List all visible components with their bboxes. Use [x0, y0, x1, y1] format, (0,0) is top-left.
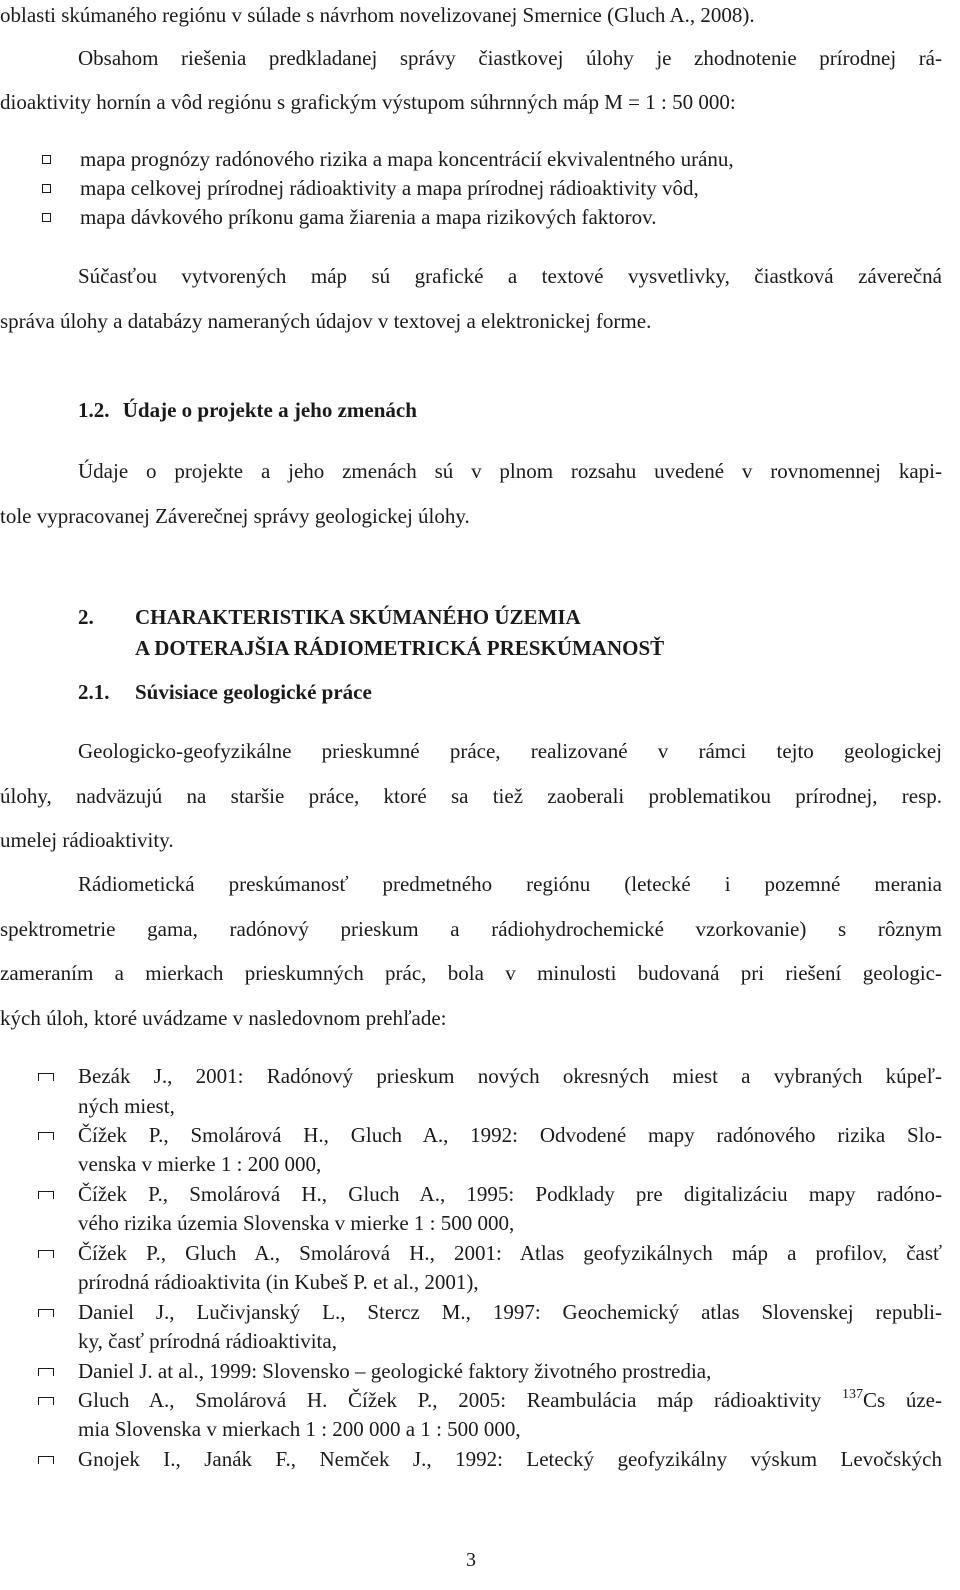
flag-bullet-icon	[38, 1132, 54, 1140]
para1-line-1: Geologicko-geofyzikálne prieskumné práce, realizované v rámci tejto geologickej	[78, 739, 942, 763]
chapter-2-title-line-1: CHARAKTERISTIKA SKÚMANÉHO ÚZEMIA	[135, 605, 581, 629]
para2-line-1: Rádiometická preskúmanosť predmetného regiónu (letecké i pozemné merania	[78, 872, 942, 896]
outputs-line-2: správa úlohy a databázy nameraných údajov v textovej a elektronickej forme.	[0, 309, 652, 333]
para2-line-3: zameraním a mierkach prieskumných prác, bola v minulosti budovaná pri riešení geologic-	[0, 961, 942, 985]
checkbox-bullet-icon	[42, 213, 51, 222]
section-title: Údaje o projekte a jeho zmenách	[122, 398, 417, 422]
list-item: mapa dávkového príkonu gama žiarenia a mapa rizikových faktorov.	[42, 204, 657, 230]
page-number: 3	[466, 1549, 476, 1571]
flag-bullet-icon	[38, 1368, 54, 1376]
flag-bullet-icon	[38, 1397, 54, 1405]
document-page: oblasti skúmaného regiónu v súlade s návrhom novelizovanej Smernice (Gluch A., 2008). Obsahom riešenia predkladanej správy čiastkovej úlohy je zhodnotenie prírodnej rá- dioaktivity hornín a vôd regiónu s grafickým výstupom súhrnných máp M = 1 : 50 000: mapa prognózy radónového rizika a mapa koncentrácií ekvivalentného uránu, mapa celkovej prírodnej rádioaktivity a mapa prírodnej rádioaktivity vôd, mapa dávkového príkonu gama žiarenia a mapa rizikových faktorov. Súčasťou vytvorených máp sú grafické a textové vysvetlivky, čiastková záverečná správa úlohy a databázy nameraných údajov v textovej a elektronickej forme. 1.2. Údaje o projekte a jeho zmenách Údaje o projekte a jeho zmenách sú v plnom rozsahu uvedené v rovnomennej kapi- tole vypracovanej Záverečnej správy geologickej úlohy. 2. CHARAKTERISTIKA SKÚMANÉHO ÚZEMIA A DOTERAJŠIA RÁDIOMETRICKÁ PRESKÚMANOSŤ 2.1. Súvisiace geologické práce Geologicko-geofyzikálne prieskumné práce, realizované v rámci tejto geologickej úlohy, nadväzujú na staršie práce, ktoré sa tiež zaoberali problematikou prírodnej, resp. umelej rádioaktivity. Rádiometická preskúmanosť predmetného regiónu (letecké i pozemné merania spektrometrie gama, radónový prieskum a rádiohydrochemické vzorkovanie) s rôznym zameraním a mierkach prieskumných prác, bola v minulosti budovaná pri riešení geologic- kých úloh, ktoré uvádzame v nasledovnom prehľade: Bezák J., 2001: Radónový prieskum nových okresných miest a vybraných kúpeľ- ných miest, Čížek P., Smolárová H., Gluch A., 1992: Odvodené mapy radónového rizika Slo- venska v mierke 1 : 200 000, Čížek P., Smolárová H., Gluch A., 1995: Podklady pre digitalizáciu mapy radóno- vého rizika územia Slovenska v mierke 1 : 500 000, Čížek P., Gluch A., Smolárová H., 2001: Atlas geofyzikálnych máp a profilov, časť prírodná rádioaktivita (in Kubeš P. et al., 2001), Daniel J., Lučivjanský L., Stercz M., 1997: Geochemický atlas Slovenskej republi- ky, časť prírodná rádioaktivita, Daniel J. at al., 1999: Slovensko – geologické faktory životného prostredia, Gluch A., Smolárová H. Čížek P., 2005: Reambulácia máp rádioaktivity $^{137}$Cs úze- mia Slovenska v mierkach 1 : 200 000 a 1 : 500 000, Gnojek I., Janák F., Nemček J., 1992: Letecký geofyzikálny výskum Levočských 3	[0, 3, 942, 1571]
list-item: mapa prognózy radónového rizika a mapa koncentrácií ekvivalentného uránu,	[42, 146, 734, 172]
para2-line-4: kých úloh, ktoré uvádzame v nasledovnom prehľade:	[0, 1006, 447, 1030]
flag-bullet-icon	[38, 1250, 54, 1258]
para1-line-2: úlohy, nadväzujú na staršie práce, ktoré sa tiež zaoberali problematikou prírodnej, resp.	[0, 784, 942, 808]
flag-bullet-icon	[38, 1073, 54, 1081]
section-1-2-line-1: Údaje o projekte a jeho zmenách sú v plnom rozsahu uvedené v rovnomennej kapi-	[78, 459, 942, 483]
section-number: 1.2.	[78, 398, 110, 422]
chapter-2-title-line-2: A DOTERAJŠIA RÁDIOMETRICKÁ PRESKÚMANOSŤ	[135, 636, 665, 660]
section-1-2-heading	[78, 397, 417, 423]
checkbox-bullet-icon	[42, 184, 51, 193]
intro-line-2: Obsahom riešenia predkladanej správy čiastkovej úlohy je zhodnotenie prírodnej rá-	[78, 46, 942, 70]
para1-line-3: umelej rádioaktivity.	[0, 828, 174, 852]
intro-line-1: oblasti skúmaného regiónu v súlade s návrhom novelizovanej Smernice (Gluch A., 2008).	[0, 3, 755, 27]
para2-line-2: spektrometrie gama, radónový prieskum a rádiohydrochemické vzorkovanie) s rôznym	[0, 917, 942, 941]
outputs-line-1: Súčasťou vytvorených máp sú grafické a textové vysvetlivky, čiastková záverečná	[78, 264, 942, 288]
section-2-1-number: 2.1.	[78, 680, 110, 704]
flag-bullet-icon	[38, 1309, 54, 1317]
flag-bullet-icon	[38, 1456, 54, 1464]
chapter-2-number: 2.	[78, 605, 94, 629]
intro-line-3: dioaktivity hornín a vôd regiónu s grafickým výstupom súhrnných máp M = 1 : 50 000:	[0, 90, 736, 114]
section-1-2-line-2: tole vypracovanej Záverečnej správy geologickej úlohy.	[0, 504, 470, 528]
section-2-1-title: Súvisiace geologické práce	[135, 680, 372, 704]
checkbox-bullet-icon	[42, 155, 51, 164]
list-item: mapa celkovej prírodnej rádioaktivity a mapa prírodnej rádioaktivity vôd,	[42, 175, 699, 201]
flag-bullet-icon	[38, 1191, 54, 1199]
